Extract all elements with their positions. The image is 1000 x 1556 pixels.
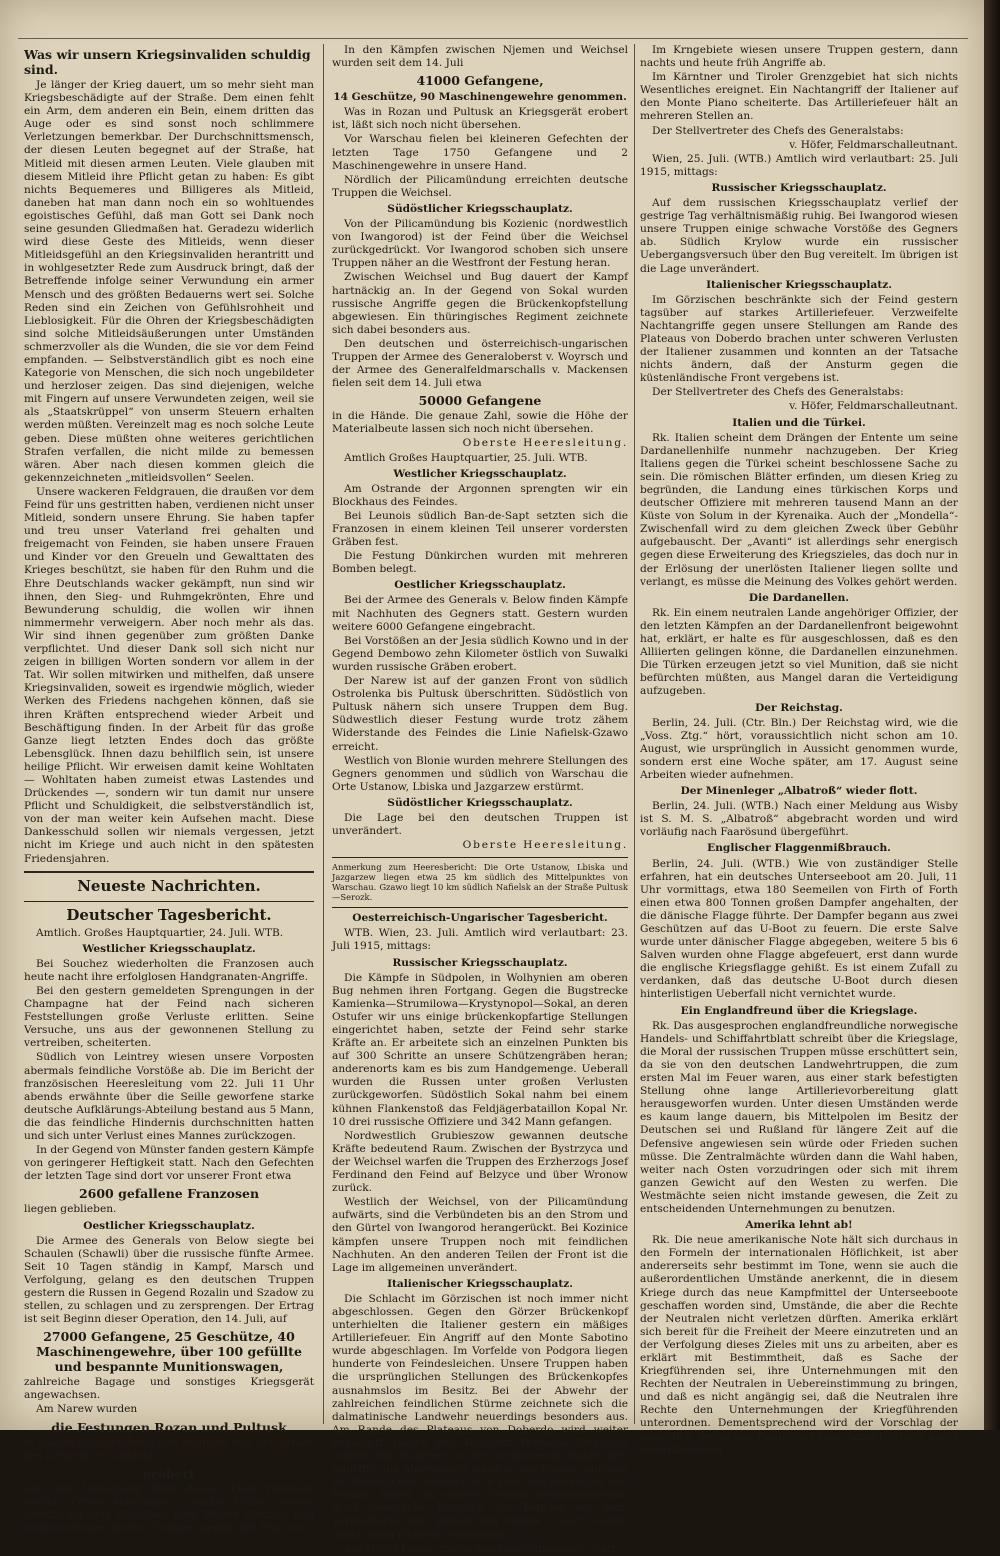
paragraph: Bei Souchez wiederholten die Franzosen auch heute nacht ihre erfolglosen Handgranaten-Angriffe. (24, 957, 314, 983)
paragraph: Rk. Das ausgesprochen englandfreundliche norwegische Handels- und Schiffahrtblatt schreibt über die Kriegslage, die Moral der russischen Truppen müsse erschüttert sein, da sie von den deutschen Landwehrtruppen, die zum ersten Mal im Feuer waren, aus einer stark befestigten Stellung ohne lange Artillerievorbereitung glatt herausgeworfen wurden. Unter diesen Umständen werde es kaum lange dauern, bis Mittelpolen im Besitz der Deutschen sei und Rußland für längere Zeit auf die Defensive angewiesen sein würde oder Frieden suchen müsse. Die Zentralmächte würden dann die Wahl haben, weiter nach Osten vorzudringen oder sich mit ihrem ganzen Gewicht auf den Westen zu werfen. Die Westmächte seien nicht imstande gewesen, die Zeit zu entscheidenden Unternehmungen zu benutzen. (640, 1019, 958, 1215)
highlight: 14 Geschütze, 90 Maschinengewehre genommen. (333, 91, 627, 104)
paragraph: Nordwestlich Grubieszow gewannen deutsche Kräfte bedeutend Raum. Zwischen der Bystrzyca und der Weichsel warfen die Truppen des Erzherzogs Josef Ferdinand den Feind auf Belzyce und über Wronow zurück. (332, 1129, 628, 1195)
paragraph: Unsere wackeren Feldgrauen, die draußen vor dem Feind für uns gestritten haben, verdienen nicht unser Mitleid, sondern unsere Ehrung. Sie haben tapfer und treu unser Vaterland frei gehalten und freigemacht von Feinden, sie haben unsere Frauen und Kinder vor den Greueln und Gewalttaten des Krieges beschützt, sie haben für den Ruhm und die Ehre Deutschlands wacker gekämpft, nun sind wir ihnen, den Sieg- und Ruhmgekrönten, Ehre und Bewunderung schuldig, die wollen wir ihnen nimmermehr verweigern. Aber noch mehr als das. Wir sind ihnen gegenüber zum größten Danke verpflichtet. Und dieser Dank soll sich nicht nur zeigen in billigen Worten sondern vor allem in der Tat. Wir sollen mitwirken und mithelfen, daß unsere Kriegsinvaliden, soweit es irgendwie möglich, wieder Werken des Friedens nachgehen können, daß sie ihren Kräften entsprechend wieder Arbeit und Beschäftigung finden. In der Arbeit für das große Ganze liegt letzten Endes doch das größte Lebensglück. Ihnen dazu behilflich sein, ist unsere heilige Pflicht. Wir erweisen damit keine Wohltaten — Wohltaten haben zumeist etwas Lastendes und Drückendes —, sondern wir tun damit nur unsere Pflicht und Schuldigkeit, die selbstverständlich ist, von der man weiter kein Aufsehen macht. Diese Dankesschuld sollen wir niemals vergessen, jetzt nicht im Kriege und auch nicht in den spätesten Friedensjahren. (24, 485, 314, 865)
paragraph: Bei Leunois südlich Ban-de-Sapt setzten sich die Franzosen in einem kleinen Teil unserer vordersten Gräben fest. (332, 509, 628, 549)
column-rule-1 (323, 44, 324, 1424)
divider (332, 857, 628, 858)
divider (332, 907, 628, 908)
paragraph: Amtlich Großes Hauptquartier, 25. Juli. WTB. (344, 451, 588, 464)
paragraph: Die Kämpfe in Südpolen, in Wolhynien am oberen Bug nehmen ihren Fortgang. Gegen die Bugstrecke Kamienka—Strumilowa—Krystynopol—Sokal, an deren Ostufer wir uns einige brückenkopfartige Stellungen eingerichtet haben, setzte der Feind sehr starke Kräfte an. Er arbeitete sich an einzelnen Punkten bis auf 300 Schritte an unsere Schützengräben heran; anderenorts kam es bis zum Handgemenge. Ueberall wurden die Russen unter großen Verlusten zurückgeworfen. Südöstlich Sokal nahm bei einem kühnen Flankenstoß das Feldjägerbataillon Kopal Nr. 10 drei russische Offiziere und 342 Mann gefangen. (332, 971, 628, 1128)
column-rule-2 (634, 44, 635, 1424)
top-rule (18, 38, 968, 39)
paragraph: in die Hände. Die genaue Zahl, sowie die Höhe der Materialbeute lassen sich noch nicht übersehen. (332, 410, 628, 436)
signature: v. Höfer, Feldmarschalleutnant. (789, 138, 958, 151)
highlight: 2600 gefallene Franzosen (78, 1186, 260, 1202)
subheading: Westlicher Kriegsschauplatz. (82, 942, 256, 955)
subheading: Der Minenleger „Albatroß“ wieder flott. (680, 785, 918, 798)
paragraph: Im Kärntner und Tiroler Grenzgebiet hat sich nichts Wesentliches ereignet. Ein Nachtangriff der Italiener auf den Monte Piano scheiterte. Das Artilleriefeuer hält an mehreren Stellen an. (640, 71, 958, 123)
paragraph: Auf dem russischen Kriegsschauplatz verlief der gestrige Tag verhältnismäßig ruhig. Bei Iwangorod wiesen unsere Truppen einige schwache Vorstöße des Gegners ab. Südlich Krylow wurde ein russischer Uebergangsversuch über den Bug vereitelt. Im übrigen ist die Lage unverändert. (640, 197, 958, 275)
paragraph: Rk. Die neue amerikanische Note hält sich durchaus in den Formeln der internationalen Höflichkeit, ist aber andererseits sehr bestimmt im Tone, wenn sie auch die außerordentlichen Umstände anerkennt, die in diesem Kriege durch das neue Kampfmittel der Unterseeboote geschaffen worden sind, Umstände, die aber die Rechte der Neutralen nicht verletzen dürften. Amerika erklärt sich bereit für die Freiheit der Meere einzutreten und an der Verfolgung dieses Zieles mit uns zu arbeiten, aber es erklärt mit Bestimmtheit, daß es Sache der Kriegführenden sei, ihre Unternehmungen mit den Rechten der Neutralen in Uebereinstimmung zu bringen, und daß es nicht angängig sei, daß die Neutralen ihre Rechte den Unternehmungen der Kriegführenden unterordnen. Dementsprechend wird der Vorschlag der kaiserlich deutschen Regierung eine Anzahl Schiffe unter amerikanischer (640, 1234, 958, 1456)
paragraph: Am Ostrande der Argonnen sprengten wir ein Blockhaus des Feindes. (332, 482, 628, 508)
highlight: 50000 Gefangene (418, 393, 542, 409)
paragraph: Im Görzischen beschränkte sich der Feind gestern tagsüber auf starkes Artilleriefeuer. Verzweifelte Nachtangriffe gegen unsere Stellungen am Rande des Plateaus von Doberdo brachen unter schweren Verlusten der Italiener zusammen und konnten an der Tatsache nichts ändern, daß der Ansturm gegen die küstenländische Front vergebens ist. (640, 293, 958, 385)
paragraph: Amtlich. Großes Hauptquartier, 24. Juli. WTB. (36, 926, 284, 939)
paragraph: Berlin, 24. Juli. (WTB.) Nach einer Meldung aus Wisby ist S. M. S. „Albatroß“ abgebracht worden und wird vorläufig nach Faarösund übergeführt. (640, 800, 958, 839)
paragraph: Nördlich der Pilicamündung erreichten deutsche Truppen die Weichsel. (332, 173, 628, 199)
paragraph: in zähem unwiderstehlichen Ansturm von der Armee des Generals v. Gallwitz (24, 1436, 314, 1462)
paragraph: Berlin, 24. Juli. (WTB.) Wie von zuständiger Stelle erfahren, hat ein deutsches Unterseeboot am 20. Juli, 11 Uhr vormittags, etwa 180 Seemeilen von Firth of Forth einen etwa 800 Tonnen großen Dampfer angehalten, der die dänische Flagge führte. Der Dampfer begann aus zwei Geschützen auf das U-Boot zu feuern. Die erste Salve wurde unter dänischer Flagge abgegeben, weitere 5 bis 6 Salven wurden ohne Flagge abgefeuert, erst dann wurde die englische Kriegsflagge gehißt. Es ist einem Zufall zu verdanken, daß das deutsche U-Boot durch diesen hinterlistigen Ueberfall nicht vernichtet wurde. (640, 857, 958, 1001)
subheading: Italienischer Kriegsschauplatz. (706, 278, 892, 291)
subheading: Oestlicher Kriegsschauplatz. (83, 1219, 255, 1232)
subheading: Westlicher Kriegsschauplatz. (393, 467, 567, 480)
paragraph: Bei der Armee des Generals v. Below finden Kämpfe mit Nachhuten des Gegners statt. Gestern wurden weitere 6000 Gefangene eingebracht. (332, 594, 628, 633)
paragraph: zahlreiche Bagage und sonstiges Kriegsgerät angewachsen. (24, 1376, 314, 1402)
highlight: 41000 Gefangene, (416, 73, 544, 89)
subheading: Russischer Kriegsschauplatz. (392, 956, 568, 969)
highlight: erobert (143, 1465, 195, 1481)
paragraph: Der Narew ist auf der ganzen Front von südlich Ostrolenka bis Pultusk überschritten. Südöstlich von Pultusk nähern sich unsere Truppen dem Bug. Südwestlich dieser Festung wurde trotz zähem Widerstande des Feindes die Linie Nafielsk-Gzawo erreicht. (332, 675, 628, 753)
subheading: Italien und die Türkei. (732, 416, 866, 429)
paragraph: Was in Rozan und Pultusk an Kriegsgerät erobert ist, läßt sich noch nicht übersehen. (332, 106, 628, 132)
section-divider (24, 871, 314, 873)
paragraph: Die Festung Dünkirchen wurden mit mehreren Bomben belegt. (332, 550, 628, 576)
paragraph: Rk. Ein einem neutralen Lande angehöriger Offizier, der den letzten Kämpfen an der Dardanellenfront beigewohnt hat, erklärt, er halte es für ausgeschlossen, daß es den Alliierten gelingen könne, die Dardanellen einzunehmen. Die Türken erzeugen jetzt so viel Munition, daß sie nicht befürchten müßten, aus Mangel daran die Verteidigung aufzugeben. (640, 606, 958, 698)
paragraph: Die Schlacht im Görzischen ist noch immer nicht abgeschlossen. Gegen den Görzer Brückenkopf unterhielten die Italiener gestern ein mäßiges Artilleriefeuer. Ein Angriff auf den Monte Sabotino wurde abgeschlagen. Im Vorfelde von Podgora liegen hunderte von Feindesleichen. Unsere Truppen haben die ursprünglichen Stellungen des Brückenkopfes ausnahmslos im Besitz. Bei der Abwehr der zahlreichen feindlichen Stürme zeichnete sich die dalmatinische Landwehr neuerdings besonders aus. Am Rande des Plateaus von Doberdo wird weiter gekämpft. Gegen den Abschnitt Peteano—Sbrausina setzten die Italiener in der verflossenen Nacht drei Angriffe, die abgewiesen wurden, an. Ebenso mißlang ein Versuch des Gegners, sich zwischen Sbrausina und Polazzo näher an unsere Gräben heranzuarbeiten. Auch neuerliche Vorstöße des Feindes bei Selz, Vermegliano und gegen den Monte Cosich waren gleich allen früheren vergeblich. (332, 1292, 628, 1541)
paragraph: Berlin, 24. Juli. (Ctr. Bln.) Der Reichstag wird, wie die „Voss. Ztg.“ hört, voraussichtlich nicht schon am 10. August, wie ursprünglich in Aussicht genommen wurde, sondern erst eine Woche später, am 17. August seine Arbeiten wieder aufnehmen. (640, 716, 958, 781)
subheading: Amerika lehnt ab! (745, 1219, 853, 1232)
subheading: Italienischer Kriegsschauplatz. (387, 1277, 573, 1290)
signature: Oberste Heeresleitung. (462, 839, 628, 852)
paragraph: Wien, 25. Juli. (WTB.) Amtlich wird verlautbart: 25. Juli 1915, mittags: (640, 152, 958, 178)
book-binding (984, 0, 1000, 1430)
paragraph: Von der Pilicamündung bis Kozienic (nordwestlich von Iwangorod) ist der Feind über die Weichsel zurückgedrückt. Vor Iwangorod schoben sich unsere Truppen näher an die Westfront der Festung heran. (332, 218, 628, 270)
paragraph: Rk. Italien scheint dem Drängen der Entente um seine Dardanellenhilfe nunmehr nachzugeben. Der Krieg Italiens gegen die Türkei scheint beschlossene Sache zu sein. Die römischen Blätter erfinden, um diesen Krieg zu begründen, die Landung eines türkischen Korps und deutscher Offiziere mit mehreren tausend Mann an der Küste von Solum in der Kyrenaika. Auch der „Mondella“-Zwischenfall wird zu dem gleichen Zweck über Gebühr aufgebauscht. Der „Avanti“ ist allerdings sehr energisch gegen diese Erweiterung des Kriegszieles, das doch nur in der Erlösung der unerlösten Italiener liegen sollte und verlangt, es müsse die Meinung des Volkes gehört werden. (640, 431, 958, 588)
subheading: Oestlicher Kriegsschauplatz. (394, 579, 566, 592)
column-1 (24, 44, 314, 1534)
subheading: Südöstlicher Kriegsschauplatz. (387, 796, 573, 809)
paragraph: Südlich von Leintrey wiesen unsere Vorposten abermals feindliche Vorstöße ab. Die im Bericht der französischen Heeresleitung vom 22. Juli 11 Uhr abends erwähnte über die Seille geworfene starke deutsche Aufklärungs-Abteilung bestand aus 5 Mann, die das feindliche Hindernis durchschnitten hatten und sich unter Verlust eines Mannes zurückzogen. (24, 1051, 314, 1143)
paragraph: Am Narew wurden (36, 1403, 138, 1416)
paragraph: In den Kämpfen zwischen Njemen und Weichsel wurden seit dem 14. Juli (332, 44, 628, 70)
paragraph: Der Stellvertreter des Chefs des Generalstabs: (652, 386, 904, 399)
paragraph: Bei den gestern gemeldeten Sprengungen in der Champagne hat der Feind nach sicheren Feststellungen große Verluste erlitten. Seine Versuche, uns aus der gewonnenen Stellung zu vertreiben, scheiterten. (24, 985, 314, 1050)
section-divider (24, 901, 314, 902)
paragraph: In der Gegend von Münster fanden gestern Kämpfe von geringerer Heftigkeit statt. Nach den Gefechten der letzten Tage sind dort vor unserer Front etwa (24, 1144, 314, 1183)
paragraph: Westlich von Blonie wurden mehrere Stellungen des Gegners genommen und südlich von Warschau die Orte Ustanow, Lbiska und Jazgarzew erstürmt. (332, 754, 628, 793)
paragraph: WTB. Wien, 23. Juli. Amtlich wird verlautbart: 23. Juli 1915, mittags: (332, 927, 628, 953)
subheading: Englischer Flaggenmißbrauch. (707, 842, 891, 855)
paragraph: Am Mittel-Isonzo finden nur Geschützkämpfe statt. (344, 1542, 620, 1555)
report-title: Deutscher Tagesbericht. (66, 905, 272, 924)
paragraph: Zwischen Weichsel und Bug dauert der Kampf hartnäckig an. In der Gegend von Sokal wurden russische Angriffe gegen die Brückenkopfstellung abgewiesen. Ein thüringisches Regiment zeichnete sich dabei besonders aus. (332, 271, 628, 336)
article-title: Was wir unsern Kriegsinvaliden schuldig sind. (24, 47, 311, 77)
paragraph: Bei Vorstößen an der Jesia südlich Kowno und in der Gegend Dembowo zehn Kilometer östlich von Suwalki wurden russische Gräben erobert. (332, 634, 628, 673)
signature: v. Höfer, Feldmarschalleutnant. (789, 400, 958, 413)
paragraph: Den deutschen und österreichisch-ungarischen Truppen der Armee des Generaloberst v. Woyrsch und der Armee des Generalfeldmarschalls v. Mackensen fielen seit dem 14. Juli etwa (332, 337, 628, 390)
paragraph: Die Armee des Generals von Below siegte bei Schaulen (Schawli) über die russische fünfte Armee. Seit 10 Tagen ständig in Kampf, Marsch und Verfolgung, gelang es den deutschen Truppen gestern die Russen in Gegend Rozalin und Szadow zu stellen, zu schlagen und zu zersprengen. Der Ertrag ist seit Beginn dieser Operation, den 14. Juli, auf (24, 1234, 314, 1326)
highlight: die Festungen Rozan und Pultusk (51, 1419, 287, 1435)
paragraph: und der Uebergang über diesen Fluß zwischen beiden Orten erzwungen. Starke Kräfte stehen bereits auf dem südlichen Ufer. Weiter nördlich und südlich bringen unsere Truppen gegen den Fluß vor. (24, 1482, 314, 1534)
paragraph: Der Stellvertreter des Chefs des Generalstabs: (652, 124, 904, 137)
subheading: Südöstlicher Kriegsschauplatz. (387, 202, 573, 215)
signature: Oberste Heeresleitung. (462, 437, 628, 450)
subheading: Die Dardanellen. (748, 591, 850, 604)
paragraph: Im Krngebiete wiesen unsere Truppen gestern, dann nachts und heute früh Angriffe ab. (640, 44, 958, 70)
paragraph: Westlich der Weichsel, von der Pilicamündung aufwärts, sind die Verbündeten bis an den Strom und den Gürtel von Iwangorod herangerückt. Bei Kozinice kämpfen unsere Truppen noch mit feindlichen Nachhuten. An den anderen Teilen der Front ist die Lage im allgemeinen unverändert. (332, 1196, 628, 1274)
footnote: Anmerkung zum Heeresbericht: Die Orte Ustanow, Lbiska und Jazgarzew liegen etwa 25 km südlich des Mittelpunktes von Warschau. Gzawo liegt 10 km südlich Nafielsk an der Straße Pultusk—Serozk. (332, 862, 628, 903)
paragraph: Vor Warschau fielen bei kleineren Gefechten der letzten Tage 1750 Gefangene und 2 Maschinengewehre in unsere Hand. (332, 133, 628, 172)
subheading: Der Reichstag. (755, 701, 843, 714)
paragraph: Die Lage bei den deutschen Truppen ist unverändert. (332, 811, 628, 838)
subheading: Oesterreichisch-Ungarischer Tagesbericht. (352, 912, 608, 925)
subheading: Ein Englandfreund über die Kriegslage. (680, 1004, 918, 1017)
highlight: 27000 Gefangene, 25 Geschütze, 40 Maschinengewehre, über 100 gefüllte und bespannte Munitionswagen, (36, 1329, 302, 1375)
column-3 (640, 44, 958, 1456)
paragraph: liegen geblieben. (24, 1203, 117, 1216)
column-2 (332, 44, 628, 1555)
section-title: Neueste Nachrichten. (77, 876, 261, 895)
paragraph: Je länger der Krieg dauert, um so mehr sieht man Kriegsbeschädigte auf der Straße. Dem einen fehlt ein Arm, dem anderen ein Bein, einem dritten das Auge oder es sind sonst noch schlimmere Verletzungen bemerkbar. Der Durchschnittsmensch, der diesen Leuten begegnet auf der Straße, hat Mitleid mit diesen armen Leuten. Viele glauben mit diesem Mitleid ihre Pflicht getan zu haben: Es gibt nichts Bequemeres und Billigeres als Mitleid, daneben hat man dann noch ein so wohltuendes egoistisches Gefühl, daß man Gott sei Dank noch seine gesunden Gliedmaßen hat. Geradezu widerlich wird diese Geste des Mitleids, wenn dieser Mitleidsgefühl an den Kriegsinvaliden herantritt und in wohlgesetzter Rede zum Ausdruck bringt, daß der Betreffende infolge seiner Verwundung ein armer Mensch und des größten Bedauerns wert sei. Solche Reden sind ein Zeichen von Gefühlsrohheit und Lieblosigkeit. Für die Ohren der Kriegsbeschädigten sind solche Mitleidsäußerungen unter Umständen schmerzvoller als die Wunden, die sie vor dem Feind empfanden. — Selbstverständlich gibt es noch eine Kategorie von Menschen, die sich noch ungebildeter und herzloser zeigen. Das sind diejenigen, welche mit Fingern auf unsere Verwundeten zeigen, weil sie als „Staatskrüppel“ von unserm Steuern erhalten werden müßten. Vereinzelt mag es noch solche Leute geben. Diese müßten ohne weiteres gerichtlichen Strafen verfallen, die nicht milde zu bemessen wären. Aber nach diesen kommen gleich die gekennzeichneten „mitleidsvollen“ Seelen. (24, 79, 314, 484)
subheading: Russischer Kriegsschauplatz. (711, 181, 887, 194)
